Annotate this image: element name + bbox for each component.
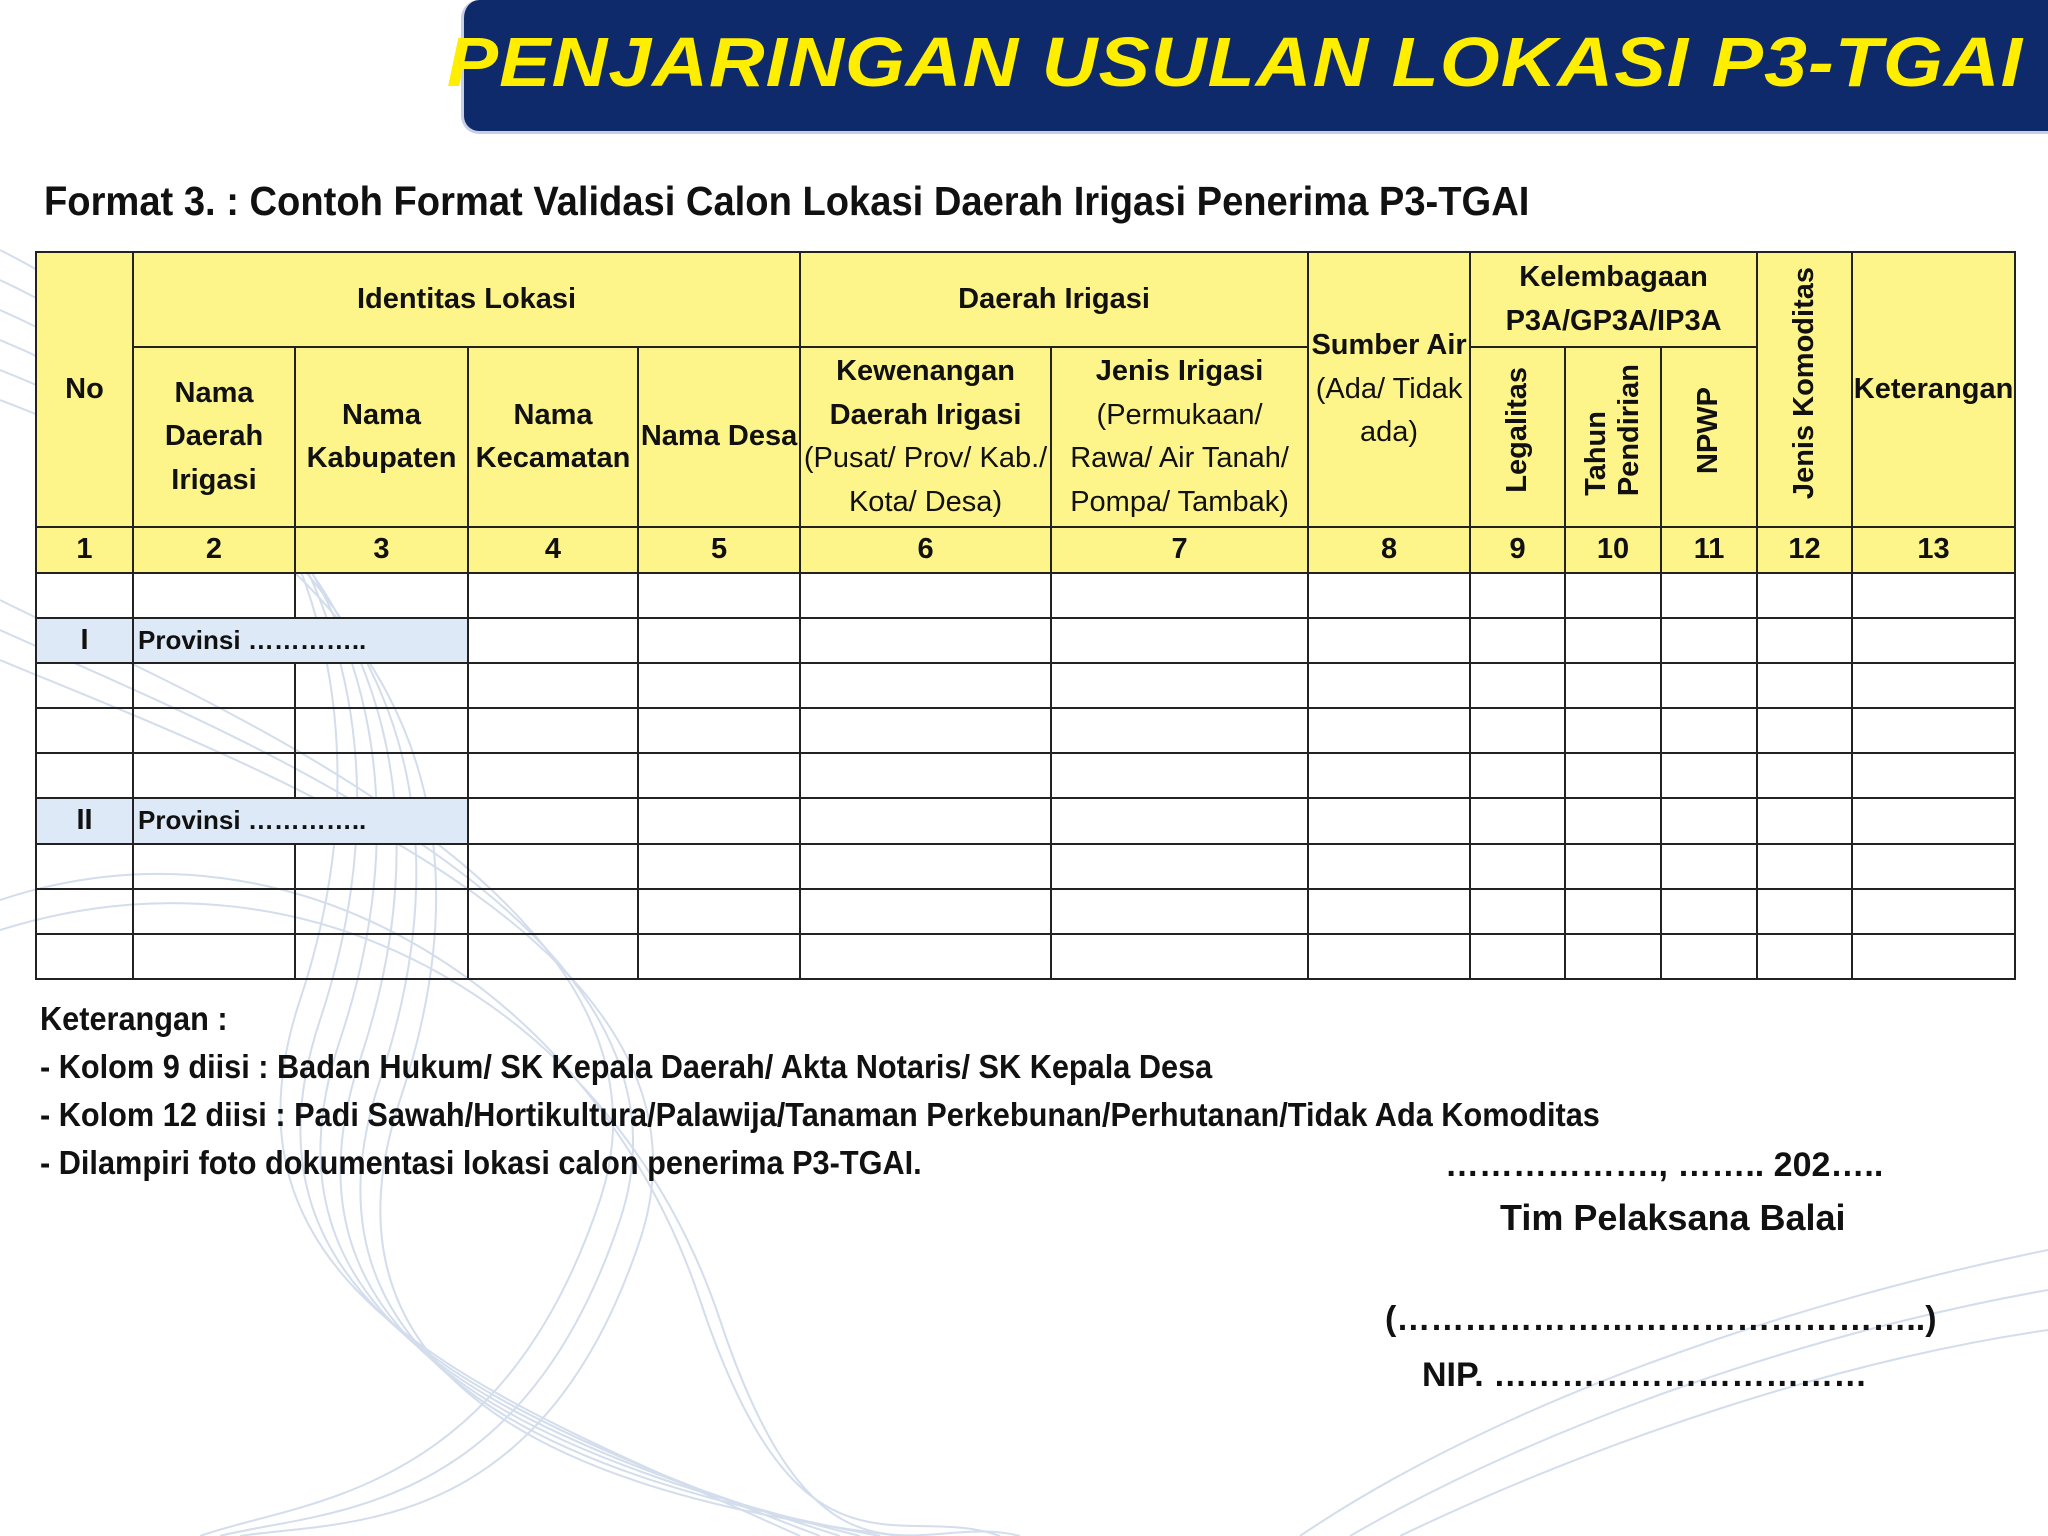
table-cell[interactable] — [133, 844, 295, 889]
header-sumber-air-title: Sumber Air — [1311, 329, 1467, 362]
table-cell[interactable] — [638, 889, 800, 934]
table-cell[interactable] — [1852, 663, 2015, 708]
table-cell[interactable] — [1051, 753, 1308, 798]
table-cell[interactable] — [468, 618, 638, 664]
table-cell[interactable] — [133, 934, 295, 979]
header-jenis-komoditas-label: Jenis Komoditas — [1787, 266, 1820, 499]
note-item: - Kolom 9 diisi : Badan Hukum/ SK Kepala Daerah/ Akta Notaris/ SK Kepala Desa — [40, 1048, 1213, 1085]
column-number: 1 — [36, 527, 133, 573]
table-cell[interactable] — [133, 889, 295, 934]
table-cell[interactable] — [1565, 618, 1661, 664]
table-cell[interactable] — [1661, 573, 1757, 618]
table-cell[interactable] — [468, 889, 638, 934]
table-cell[interactable] — [295, 889, 468, 934]
header-jenis-komoditas — [1757, 252, 1852, 527]
table-cell[interactable] — [1661, 889, 1757, 934]
column-number: 3 — [295, 527, 468, 573]
table-cell[interactable] — [1757, 844, 1852, 889]
table-cell[interactable] — [638, 934, 800, 979]
table-cell[interactable] — [133, 708, 295, 753]
table-row — [36, 934, 2015, 979]
column-number: 2 — [133, 527, 295, 573]
table-cell[interactable] — [1470, 618, 1565, 664]
table-cell[interactable] — [638, 663, 800, 708]
province-number: I — [36, 618, 133, 664]
table-cell[interactable] — [638, 573, 800, 618]
table-cell[interactable] — [1757, 889, 1852, 934]
table-row — [36, 663, 2015, 708]
header-legalitas — [1470, 347, 1565, 527]
table-cell[interactable] — [1852, 573, 2015, 618]
column-number: 4 — [468, 527, 638, 573]
table-cell[interactable] — [800, 798, 1051, 844]
validation-table — [35, 251, 2016, 980]
table-cell[interactable] — [1308, 844, 1470, 889]
header-daerah-irigasi: Daerah Irigasi — [800, 252, 1308, 347]
table-cell[interactable] — [1470, 889, 1565, 934]
province-label: Provinsi ………….. — [133, 798, 468, 844]
table-cell[interactable] — [1757, 934, 1852, 979]
table-cell[interactable] — [638, 753, 800, 798]
table-cell[interactable] — [1852, 798, 2015, 844]
table-cell[interactable] — [1470, 844, 1565, 889]
column-number: 9 — [1470, 527, 1565, 573]
table-cell[interactable] — [1852, 889, 2015, 934]
table-cell[interactable] — [1565, 889, 1661, 934]
format-subtitle: Format 3. : Contoh Format Validasi Calon Lokasi Daerah Irigasi Penerima P3-TGAI — [44, 178, 1530, 224]
table-cell[interactable] — [133, 663, 295, 708]
table-cell[interactable] — [1565, 798, 1661, 844]
table-cell[interactable] — [295, 934, 468, 979]
table-cell[interactable] — [1565, 753, 1661, 798]
table-cell[interactable] — [800, 663, 1051, 708]
column-number: 11 — [1661, 527, 1757, 573]
table-cell[interactable] — [1470, 663, 1565, 708]
table-cell[interactable] — [800, 708, 1051, 753]
table-cell[interactable] — [1565, 708, 1661, 753]
header-jenis-irigasi-title: Jenis Irigasi — [1095, 355, 1264, 387]
table-cell[interactable] — [800, 844, 1051, 889]
table-cell[interactable] — [295, 753, 468, 798]
table-cell[interactable] — [800, 934, 1051, 979]
table-row — [36, 753, 2015, 798]
table-cell[interactable] — [468, 708, 638, 753]
table-cell[interactable] — [1757, 663, 1852, 708]
table-cell[interactable] — [1852, 753, 2015, 798]
header-tahun-label: Tahun — [1579, 411, 1612, 497]
header-nama-kabupaten: Nama Kabupaten — [295, 347, 468, 527]
table-cell[interactable] — [800, 573, 1051, 618]
table-cell[interactable] — [36, 844, 133, 889]
table-cell[interactable] — [1470, 934, 1565, 979]
table-cell[interactable] — [1308, 573, 1470, 618]
table-cell[interactable] — [638, 798, 800, 844]
table-cell[interactable] — [1565, 844, 1661, 889]
header-kelembagaan: Kelembagaan P3A/GP3A/IP3A — [1470, 252, 1757, 347]
table-cell[interactable] — [1565, 663, 1661, 708]
signature-name-line: (………………………………………..) — [1385, 1300, 1937, 1338]
header-kewenangan — [800, 347, 1051, 527]
header-keterangan: Keterangan — [1852, 252, 2015, 527]
header-sumber-air — [1308, 252, 1470, 527]
table-cell[interactable] — [1308, 753, 1470, 798]
page-title: PENJARINGAN USULAN LOKASI P3-TGAI — [446, 23, 2023, 101]
table-cell[interactable] — [295, 844, 468, 889]
table-row — [36, 573, 2015, 618]
table-cell[interactable] — [36, 753, 133, 798]
table-cell[interactable] — [295, 708, 468, 753]
table-cell[interactable] — [36, 708, 133, 753]
table-cell[interactable] — [36, 889, 133, 934]
header-pendirian-label: Pendirian — [1613, 364, 1646, 497]
header-kewenangan-sub: (Pusat/ Prov/ Kab./ Kota/ Desa) — [803, 442, 1048, 518]
signature-nip: NIP. …………………………… — [1422, 1356, 1868, 1394]
table-cell[interactable] — [468, 663, 638, 708]
column-number: 10 — [1565, 527, 1661, 573]
table-cell[interactable] — [133, 753, 295, 798]
table-cell[interactable] — [1565, 934, 1661, 979]
note-item: - Kolom 12 diisi : Padi Sawah/Hortikultura/Palawija/Tanaman Perkebunan/Perhutanan/Tidak Ada Komoditas — [40, 1096, 1600, 1133]
table-cell[interactable] — [1470, 798, 1565, 844]
column-number: 12 — [1757, 527, 1852, 573]
table-cell[interactable] — [1308, 798, 1470, 844]
table-cell[interactable] — [468, 573, 638, 618]
table-cell[interactable] — [1308, 708, 1470, 753]
table-cell[interactable] — [1051, 708, 1308, 753]
table-cell[interactable] — [36, 573, 133, 618]
table-cell[interactable] — [638, 844, 800, 889]
table-cell[interactable] — [36, 934, 133, 979]
column-number: 8 — [1308, 527, 1470, 573]
table-cell[interactable] — [1308, 889, 1470, 934]
table-row — [36, 844, 2015, 889]
table-cell[interactable] — [1757, 708, 1852, 753]
header-npwp — [1661, 347, 1757, 527]
table-cell[interactable] — [468, 798, 638, 844]
province-row — [36, 798, 2015, 844]
table-cell[interactable] — [468, 934, 638, 979]
table-cell[interactable] — [1852, 934, 2015, 979]
header-sumber-air-sub: (Ada/ Tidak ada) — [1315, 372, 1463, 449]
table-cell[interactable] — [1661, 798, 1757, 844]
table-cell[interactable] — [295, 573, 468, 618]
table-cell[interactable] — [1051, 889, 1308, 934]
table-cell[interactable] — [1852, 618, 2015, 664]
table-cell[interactable] — [638, 618, 800, 664]
header-nama-desa: Nama Desa — [638, 347, 800, 527]
table-cell[interactable] — [638, 708, 800, 753]
table-cell[interactable] — [1308, 618, 1470, 664]
column-number: 5 — [638, 527, 800, 573]
header-npwp-label: NPWP — [1692, 386, 1725, 474]
table-cell[interactable] — [1470, 573, 1565, 618]
table-cell[interactable] — [1661, 663, 1757, 708]
header-legalitas-label: Legalitas — [1500, 367, 1533, 494]
table-cell[interactable] — [295, 663, 468, 708]
table-cell[interactable] — [1565, 573, 1661, 618]
table-cell[interactable] — [1470, 708, 1565, 753]
table-cell[interactable] — [1757, 618, 1852, 664]
table-cell[interactable] — [1661, 708, 1757, 753]
province-row — [36, 618, 2015, 664]
signature-date-line: ………………., …….. 202….. — [1445, 1146, 1884, 1184]
header-nama-kecamatan: Nama Kecamatan — [468, 347, 638, 527]
table-cell[interactable] — [1757, 573, 1852, 618]
title-banner — [446, 0, 2048, 134]
column-number: 7 — [1051, 527, 1308, 573]
table-cell[interactable] — [133, 573, 295, 618]
header-no: No — [36, 252, 133, 527]
table-cell[interactable] — [800, 618, 1051, 664]
column-number: 6 — [800, 527, 1051, 573]
table-cell[interactable] — [1051, 663, 1308, 708]
table-cell[interactable] — [1308, 663, 1470, 708]
province-number: II — [36, 798, 133, 844]
table-cell[interactable] — [36, 663, 133, 708]
table-cell[interactable] — [1852, 844, 2015, 889]
note-item: - Dilampiri foto dokumentasi lokasi calon penerima P3-TGAI. — [40, 1144, 922, 1181]
table-cell[interactable] — [1470, 753, 1565, 798]
header-tahun-pendirian — [1565, 347, 1661, 527]
table-cell[interactable] — [468, 753, 638, 798]
header-kewenangan-title: Kewenangan Daerah Irigasi — [829, 355, 1022, 431]
table-cell[interactable] — [1661, 934, 1757, 979]
table-cell[interactable] — [1051, 573, 1308, 618]
table-cell[interactable] — [1308, 934, 1470, 979]
header-nama-daerah-irigasi: Nama Daerah Irigasi — [133, 347, 295, 527]
notes-heading: Keterangan : — [40, 1000, 228, 1037]
table-cell[interactable] — [1661, 753, 1757, 798]
header-identitas-lokasi: Identitas Lokasi — [133, 252, 800, 347]
table-cell[interactable] — [800, 753, 1051, 798]
table-cell[interactable] — [800, 889, 1051, 934]
signature-team: Tim Pelaksana Balai — [1500, 1197, 1846, 1238]
table-row — [36, 708, 2015, 753]
table-cell[interactable] — [1051, 934, 1308, 979]
table-cell[interactable] — [1051, 798, 1308, 844]
table-cell[interactable] — [1051, 618, 1308, 664]
province-label: Provinsi ………….. — [133, 618, 468, 664]
header-jenis-irigasi-sub: (Permukaan/ Rawa/ Air Tanah/ Pompa/ Tambak) — [1070, 398, 1289, 518]
table-cell[interactable] — [1852, 708, 2015, 753]
table-cell[interactable] — [1757, 753, 1852, 798]
table-row — [36, 889, 2015, 934]
table-cell[interactable] — [1661, 618, 1757, 664]
table-cell[interactable] — [1757, 798, 1852, 844]
table-cell[interactable] — [468, 844, 638, 889]
column-number: 13 — [1852, 527, 2015, 573]
table-cell[interactable] — [1051, 844, 1308, 889]
header-jenis-irigasi — [1051, 347, 1308, 527]
table-cell[interactable] — [1661, 844, 1757, 889]
